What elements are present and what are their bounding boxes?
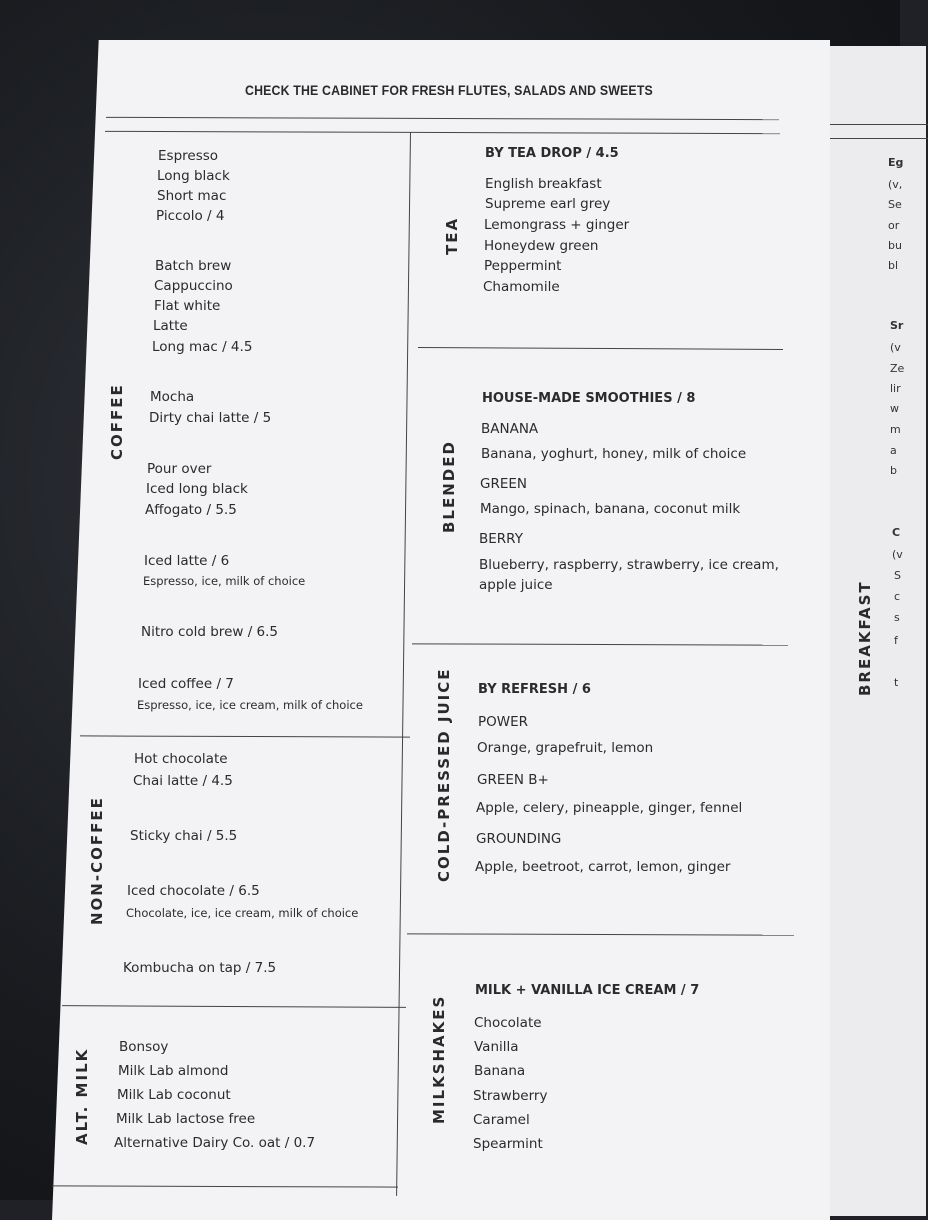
side-fragment: (v — [890, 341, 901, 354]
side-fragment: Sr — [890, 319, 904, 332]
section-heading: MILK + VANILLA ICE CREAM / 7 — [475, 983, 700, 998]
menu-item: Chamomile — [483, 279, 560, 295]
menu-item: Hot chocolate — [134, 751, 228, 767]
menu-item: Bonsoy — [119, 1039, 169, 1055]
menu-item: Milk Lab lactose free — [116, 1111, 256, 1127]
side-fragment: C — [892, 526, 901, 539]
menu-item: GREEN B+ — [477, 772, 549, 788]
section-heading: HOUSE-MADE SMOOTHIES / 8 — [482, 391, 696, 406]
menu-item: Sticky chai / 5.5 — [130, 828, 238, 844]
section-label-blended: BLENDED — [440, 440, 458, 533]
side-fragment: Eg — [888, 156, 904, 169]
side-fragment: c — [894, 590, 901, 603]
section-label-alt-milk: ALT. MILK — [73, 1047, 91, 1145]
menu-item: Iced long black — [146, 481, 248, 497]
menu-item: Spearmint — [473, 1136, 543, 1152]
side-fragment: b — [890, 464, 897, 477]
menu-item: BANANA — [481, 421, 539, 437]
menu-item: Dirty chai latte / 5 — [149, 410, 272, 426]
section-label-non-coffee: NON-COFFEE — [88, 796, 106, 925]
section-label-cold-pressed-juice: COLD-PRESSED JUICE — [435, 667, 453, 882]
menu-item: Banana — [474, 1063, 526, 1079]
menu-item: English breakfast — [485, 176, 602, 192]
menu-item-description: Orange, grapefruit, lemon — [477, 740, 654, 756]
side-fragment: f — [894, 634, 898, 647]
side-fragment: (v — [892, 548, 903, 561]
section-label-coffee: COFFEE — [108, 383, 126, 460]
menu-item: Chai latte / 4.5 — [133, 773, 233, 789]
menu-item: Short mac — [157, 188, 227, 204]
section-heading: BY REFRESH / 6 — [478, 682, 591, 697]
menu-item: Caramel — [473, 1112, 530, 1128]
section-label-milkshakes: MILKSHAKES — [430, 994, 448, 1124]
menu-item: Milk Lab almond — [118, 1063, 229, 1079]
menu-item: Kombucha on tap / 7.5 — [123, 960, 277, 976]
menu-item-description: Mango, spinach, banana, coconut milk — [480, 501, 741, 517]
menu-item: Nitro cold brew / 6.5 — [141, 624, 279, 640]
menu-item: Iced chocolate / 6.5 — [127, 883, 260, 899]
menu-item-description: Espresso, ice, milk of choice — [143, 574, 306, 588]
menu-item: Pour over — [147, 461, 212, 477]
menu-item: Espresso — [158, 148, 219, 164]
menu-item: Strawberry — [473, 1088, 548, 1104]
menu-item: Long black — [157, 168, 230, 184]
menu-item: Iced coffee / 7 — [138, 676, 234, 692]
menu-item-description: Espresso, ice, ice cream, milk of choice — [137, 698, 363, 712]
menu-item: Piccolo / 4 — [156, 208, 225, 224]
menu-item: Supreme earl grey — [485, 196, 611, 212]
menu-item: GREEN — [480, 476, 527, 492]
menu-item-description: Apple, beetroot, carrot, lemon, ginger — [475, 859, 731, 875]
side-fragment: t — [894, 676, 899, 689]
divider — [828, 138, 928, 139]
side-fragment: bl — [888, 259, 899, 272]
menu-item: Honeydew green — [484, 238, 599, 254]
side-fragment: S — [894, 569, 901, 582]
menu-item-description: Chocolate, ice, ice cream, milk of choice — [126, 906, 359, 920]
menu-item: Lemongrass + ginger — [484, 217, 630, 233]
menu-item-description: Blueberry, raspberry, strawberry, ice cream, — [479, 557, 779, 573]
menu-item: Milk Lab coconut — [117, 1087, 231, 1103]
side-fragment: or — [888, 219, 900, 232]
menu-header: CHECK THE CABINET FOR FRESH FLUTES, SALADS AND SWEETS — [245, 82, 653, 98]
menu-item: Latte — [153, 318, 188, 334]
menu-item: Mocha — [150, 389, 195, 405]
menu-item-description: Banana, yoghurt, honey, milk of choice — [481, 446, 747, 462]
menu-item: Peppermint — [484, 258, 562, 274]
menu-item-description: apple juice — [479, 577, 553, 593]
side-fragment: (v, — [888, 178, 903, 191]
menu-item: GROUNDING — [476, 831, 562, 847]
menu-item: Long mac / 4.5 — [152, 339, 253, 355]
menu-item: Flat white — [154, 298, 221, 314]
menu-item: Vanilla — [474, 1039, 519, 1055]
menu-item: Affogato / 5.5 — [145, 502, 237, 518]
menu-item: BERRY — [479, 531, 523, 547]
side-fragment: lir — [890, 382, 901, 395]
menu-item: Cappuccino — [154, 278, 233, 294]
side-fragment: Se — [888, 198, 902, 211]
side-fragment: w — [890, 402, 899, 415]
side-fragment: Ze — [890, 362, 905, 375]
divider — [828, 124, 928, 125]
menu-item: Iced latte / 6 — [144, 553, 230, 569]
side-fragment: s — [894, 611, 900, 624]
menu-item: Alternative Dairy Co. oat / 0.7 — [114, 1135, 316, 1151]
menu-item: POWER — [478, 714, 529, 730]
section-label-breakfast: BREAKFAST — [856, 580, 874, 696]
section-heading: BY TEA DROP / 4.5 — [485, 146, 619, 161]
side-fragment: m — [890, 423, 901, 436]
side-fragment: bu — [888, 239, 902, 252]
side-fragment: a — [890, 444, 897, 457]
menu-item: Chocolate — [474, 1015, 542, 1031]
menu-item-description: Apple, celery, pineapple, ginger, fennel — [476, 800, 743, 816]
menu-item: Batch brew — [155, 258, 232, 274]
section-label-tea: TEA — [443, 216, 461, 255]
